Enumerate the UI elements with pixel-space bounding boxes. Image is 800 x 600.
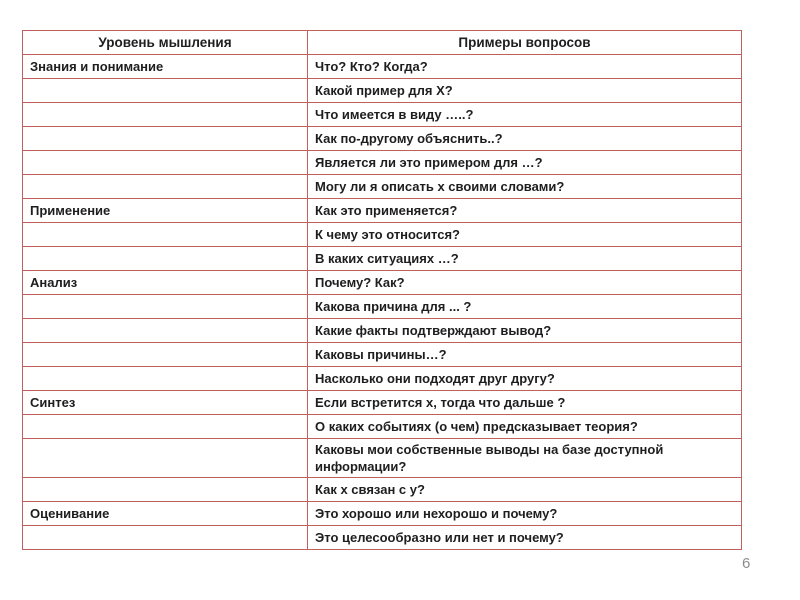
table-row bbox=[23, 343, 742, 367]
question-cell: Какой пример для Х? bbox=[308, 79, 742, 103]
level-cell bbox=[23, 319, 308, 343]
level-cell: Оценивание bbox=[23, 502, 308, 526]
level-cell bbox=[23, 439, 308, 478]
table-row bbox=[23, 55, 742, 79]
slide-page-number: 6 bbox=[742, 555, 751, 572]
level-cell bbox=[23, 79, 308, 103]
table-row bbox=[23, 271, 742, 295]
level-cell bbox=[23, 151, 308, 175]
table-row bbox=[23, 247, 742, 271]
level-cell bbox=[23, 295, 308, 319]
table-row bbox=[23, 439, 742, 478]
level-cell: Синтез bbox=[23, 391, 308, 415]
level-cell: Анализ bbox=[23, 271, 308, 295]
level-cell: Знания и понимание bbox=[23, 55, 308, 79]
table-row bbox=[23, 415, 742, 439]
table-row bbox=[23, 319, 742, 343]
level-cell bbox=[23, 343, 308, 367]
table-row bbox=[23, 127, 742, 151]
level-cell bbox=[23, 247, 308, 271]
question-cell: Это хорошо или нехорошо и почему? bbox=[308, 502, 742, 526]
question-cell: В каких ситуациях …? bbox=[308, 247, 742, 271]
question-cell: Какие факты подтверждают вывод? bbox=[308, 319, 742, 343]
column-header-questions: Примеры вопросов bbox=[308, 31, 742, 55]
level-cell bbox=[23, 367, 308, 391]
table-row bbox=[23, 295, 742, 319]
table-header-row bbox=[23, 31, 742, 55]
question-cell: Каковы причины…? bbox=[308, 343, 742, 367]
table-row bbox=[23, 79, 742, 103]
level-cell bbox=[23, 127, 308, 151]
table-row bbox=[23, 175, 742, 199]
question-cell: Как по-другому объяснить..? bbox=[308, 127, 742, 151]
table-row bbox=[23, 223, 742, 247]
question-cell: Является ли это примером для …? bbox=[308, 151, 742, 175]
table-row bbox=[23, 103, 742, 127]
table-row bbox=[23, 151, 742, 175]
question-cell: Каковы мои собственные выводы на базе доступной информации? bbox=[308, 439, 742, 478]
level-cell bbox=[23, 478, 308, 502]
question-cell: Какова причина для ... ? bbox=[308, 295, 742, 319]
question-cell: Это целесообразно или нет и почему? bbox=[308, 526, 742, 550]
question-cell: Что? Кто? Когда? bbox=[308, 55, 742, 79]
table-row bbox=[23, 478, 742, 502]
table-row bbox=[23, 391, 742, 415]
question-cell: Что имеется в виду …..? bbox=[308, 103, 742, 127]
question-cell: Как х связан с у? bbox=[308, 478, 742, 502]
level-cell bbox=[23, 526, 308, 550]
question-cell: Насколько они подходят друг другу? bbox=[308, 367, 742, 391]
question-cell: Если встретится х, тогда что дальше ? bbox=[308, 391, 742, 415]
level-cell bbox=[23, 175, 308, 199]
question-cell: О каких событиях (о чем) предсказывает теория? bbox=[308, 415, 742, 439]
table-row bbox=[23, 526, 742, 550]
level-cell bbox=[23, 223, 308, 247]
level-cell: Применение bbox=[23, 199, 308, 223]
level-cell bbox=[23, 103, 308, 127]
column-header-level: Уровень мышления bbox=[23, 31, 308, 55]
table-body bbox=[23, 55, 742, 550]
thinking-levels-table bbox=[22, 30, 742, 550]
table-row bbox=[23, 502, 742, 526]
question-cell: Почему? Как? bbox=[308, 271, 742, 295]
question-cell: Могу ли я описать х своими словами? bbox=[308, 175, 742, 199]
table-row bbox=[23, 199, 742, 223]
table-row bbox=[23, 367, 742, 391]
level-cell bbox=[23, 415, 308, 439]
question-cell: Как это применяется? bbox=[308, 199, 742, 223]
question-cell: К чему это относится? bbox=[308, 223, 742, 247]
